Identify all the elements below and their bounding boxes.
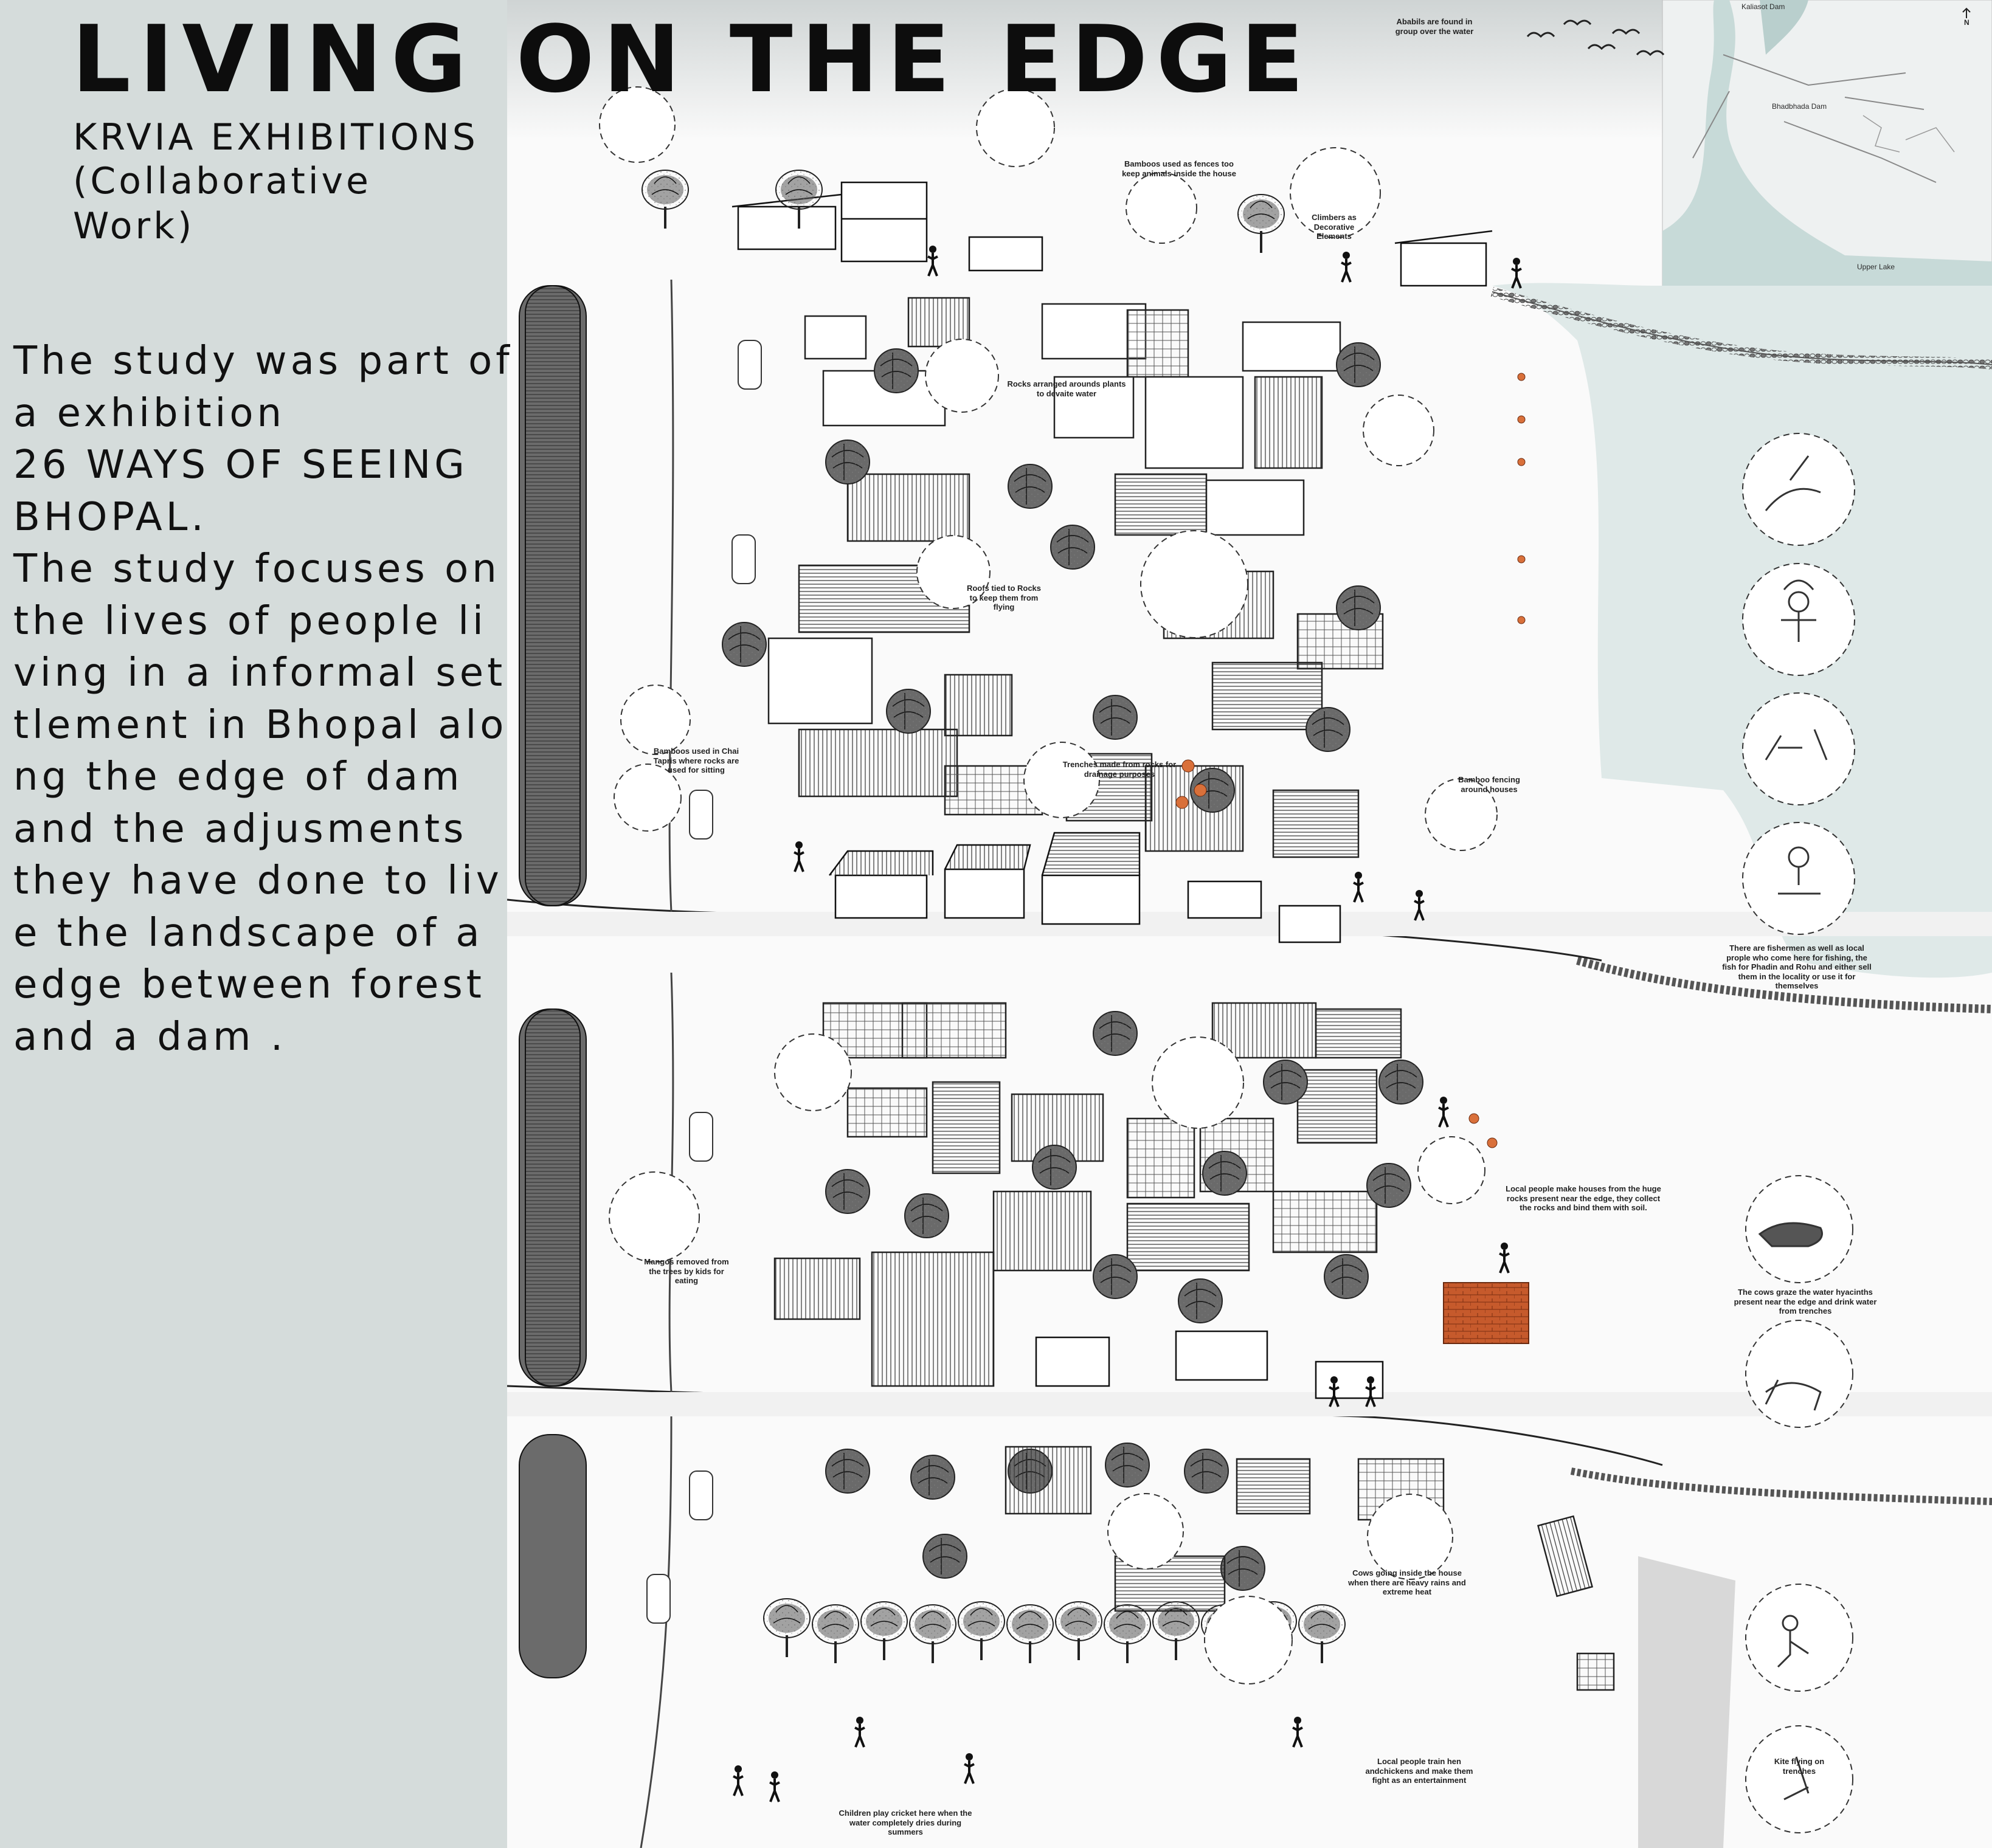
- drawing-illustration: [507, 0, 1992, 1848]
- label-kite: Kite flying on trenches: [1774, 1757, 1825, 1776]
- label-hens: Local people train hen andchickens and make them fight as an entertainment: [1365, 1757, 1473, 1785]
- description-line: e the landscape of a: [13, 910, 483, 956]
- exhibition-credit: KRVIA EXHIBITIONS: [73, 116, 479, 159]
- location-map: [1662, 0, 1992, 286]
- description-text: [13, 336, 512, 1063]
- map-label-upper-lake: Upper Lake: [1857, 263, 1895, 271]
- cricket-players: [733, 1717, 1302, 1802]
- description-line: BHOPAL.: [13, 494, 207, 540]
- description-line: The study was part of: [13, 339, 513, 384]
- label-fishermen: There are fishermen as well as local prople who come here for fishing, the fish for Phadin and Rohu and either sell them in the locality or use it for themselves: [1722, 943, 1872, 991]
- brick-wall: [1444, 1283, 1529, 1343]
- label-bamboo-chai: Bamboos used in Chai Tapris where rocks are used for sitting: [653, 746, 739, 775]
- description-line: ng the edge of dam: [13, 754, 463, 799]
- description-line: ving in a informal set: [13, 650, 507, 695]
- map-label-bhadbhada: Bhadbhada Dam: [1772, 102, 1827, 111]
- collaboration-note: (Collaborative Work): [73, 160, 372, 247]
- label-bamboo-fences: Bamboos used as fences too keep animals inside the house: [1122, 159, 1236, 178]
- description-line: they have done to liv: [13, 858, 503, 903]
- north-arrow-label: N: [1964, 18, 1970, 27]
- label-cricket: Children play cricket here when the water completely dries during summers: [839, 1808, 972, 1837]
- description-line: 26 WAYS OF SEEING: [13, 443, 468, 488]
- description-line: the lives of people li: [13, 598, 487, 644]
- label-ababils: Ababils are found in group over the water: [1395, 17, 1474, 36]
- description-line: edge between forest: [13, 962, 485, 1007]
- page-title: LIVING ON THE EDGE: [72, 5, 1313, 113]
- label-rocks-plants: Rocks arranged arounds plants to devaite water: [1007, 379, 1126, 398]
- label-trenches: Trenches made from rocks for drainage purposes: [1062, 760, 1177, 779]
- plots-band-3: [1006, 1447, 1614, 1690]
- description-line: and the adjusments: [13, 806, 468, 852]
- label-rocks-houses: Local people make houses from the huge rocks present near the edge, they collect the rocks and bind them with soil.: [1506, 1184, 1661, 1213]
- label-cows-inside: Cows going inside the house when there are heavy rains and extreme heat: [1348, 1568, 1466, 1597]
- road-strip: [641, 280, 761, 1848]
- label-climbers: Climbers as Decorative Elements: [1312, 213, 1357, 241]
- map-label-kaliasot: Kaliasot Dam: [1741, 2, 1785, 11]
- forest-column: [519, 286, 586, 1678]
- description-line: The study focuses on: [13, 546, 500, 591]
- description-line: a exhibition: [13, 390, 286, 436]
- label-bamboo-fencing: Bamboo fencing around houses: [1458, 775, 1520, 794]
- label-roofs-tied: Roofs tied to Rocks to keep them from flying: [966, 584, 1042, 612]
- description-line: and a dam .: [13, 1014, 287, 1060]
- description-line: tlement in Bhopal alo: [13, 702, 508, 748]
- label-cows-graze: The cows graze the water hyacinths present near the edge and drink water from trenches: [1734, 1288, 1877, 1316]
- settlement-drawing: [507, 0, 1992, 1848]
- label-mangos: Mangos removed from the trees by kids for eating: [644, 1257, 729, 1286]
